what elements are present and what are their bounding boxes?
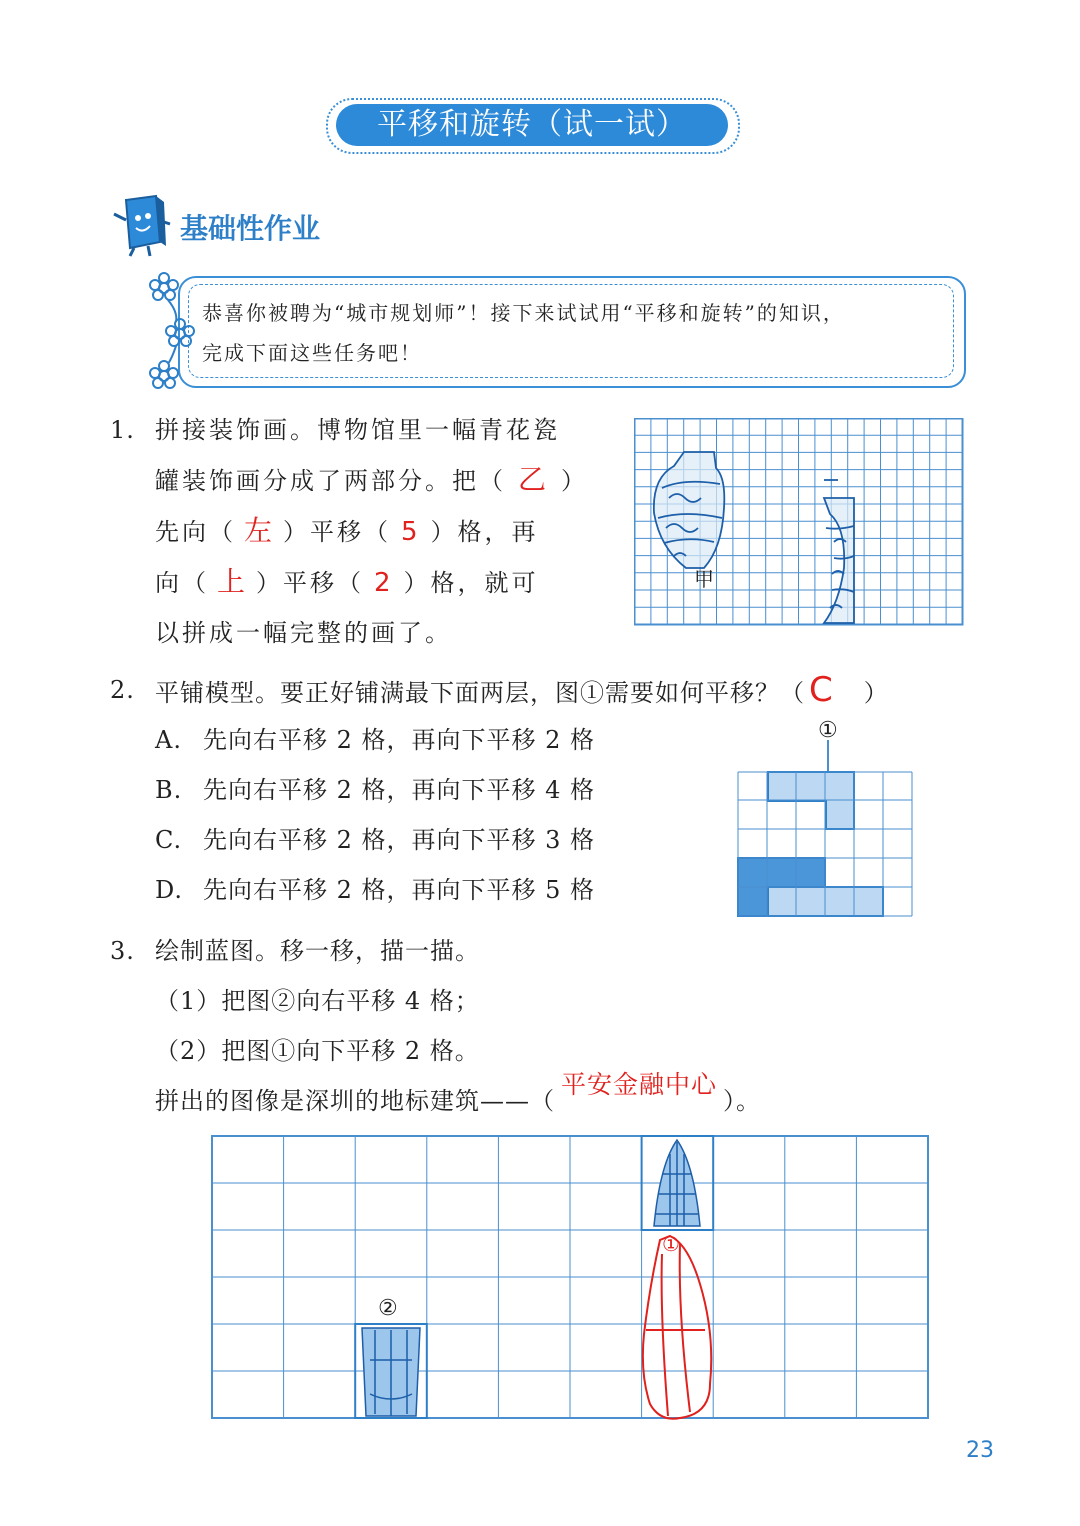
q2-figure-label: ① xyxy=(818,718,838,743)
q1-answer-dir1: 左 xyxy=(244,514,276,547)
q1-line-2: 罐装饰画分成了两部分。把（ 乙 ） xyxy=(155,463,589,496)
q2-question: 平铺模型。要正好铺满最下面两层，图①需要如何平移？（ C ） xyxy=(155,670,889,710)
q1-line-1: 拼接装饰画。博物馆里一幅青花瓷 xyxy=(155,416,560,444)
q3-number: 3. xyxy=(110,937,135,965)
book-mascot-icon xyxy=(108,194,174,258)
q1-vase-grid xyxy=(634,418,964,628)
q3-text xyxy=(155,926,761,1126)
page-number: 23 xyxy=(966,1438,994,1463)
q3-blueprint-grid xyxy=(210,1134,932,1424)
q1-text xyxy=(155,405,615,658)
q3-label-2: ② xyxy=(378,1296,398,1321)
q3-step-1: （1）把图②向右平移 4 格； xyxy=(155,987,480,1015)
q1-answer-steps2: 2 xyxy=(374,568,394,598)
q1-line-3: 先向（ 左 ）平移（ 5 ）格，再 xyxy=(155,514,539,547)
q3-result: 拼出的图像是深圳的地标建筑——（平安金融中心）。 xyxy=(155,1070,762,1115)
q1-answer-steps1: 5 xyxy=(401,517,421,547)
q2-number: 2. xyxy=(110,676,135,704)
intro-text xyxy=(202,293,947,373)
q3-line-1: 绘制蓝图。移一移，描一描。 xyxy=(155,937,480,965)
page-title: 平移和旋转（试一试） xyxy=(336,104,728,146)
q2-answer: C xyxy=(809,670,834,710)
q2-option-b: B. 先向右平移 2 格，再向下平移 4 格 xyxy=(155,776,596,804)
q1-answer-dir2: 上 xyxy=(217,565,249,598)
q1-line-4: 向（ 上 ）平移（ 2 ）格，就可 xyxy=(155,565,539,598)
intro-line-2: 完成下面这些任务吧！ xyxy=(202,341,422,365)
q2-option-d: D. 先向右平移 2 格，再向下平移 5 格 xyxy=(155,876,596,904)
q3-step-2: （2）把图①向下平移 2 格。 xyxy=(155,1037,480,1065)
q2-tiling-grid xyxy=(736,740,916,920)
q2-option-c: C. 先向右平移 2 格，再向下平移 3 格 xyxy=(155,826,596,854)
q3-label-1: ① xyxy=(662,1232,680,1256)
tower-base-figure xyxy=(355,1324,427,1418)
intro-line-1: 恭喜你被聘为“城市规划师”！接下来试试用“平移和旋转”的知识， xyxy=(202,301,845,325)
q3-answer: 平安金融中心 xyxy=(561,1070,718,1099)
flower-decoration-icon xyxy=(146,270,196,394)
section-heading: 基础性作业 xyxy=(180,212,321,245)
q2-options xyxy=(155,715,595,915)
q2-option-a: A. 先向右平移 2 格，再向下平移 2 格 xyxy=(155,726,596,754)
q1-line-5: 以拼成一幅完整的画了。 xyxy=(155,619,452,647)
q1-answer-piece: 乙 xyxy=(518,463,550,496)
q1-grid-label-jia: 甲 xyxy=(694,567,714,591)
q1-number: 1. xyxy=(110,416,135,444)
vase-piece-yi xyxy=(824,480,854,623)
hand-drawn-outline xyxy=(643,1236,711,1419)
